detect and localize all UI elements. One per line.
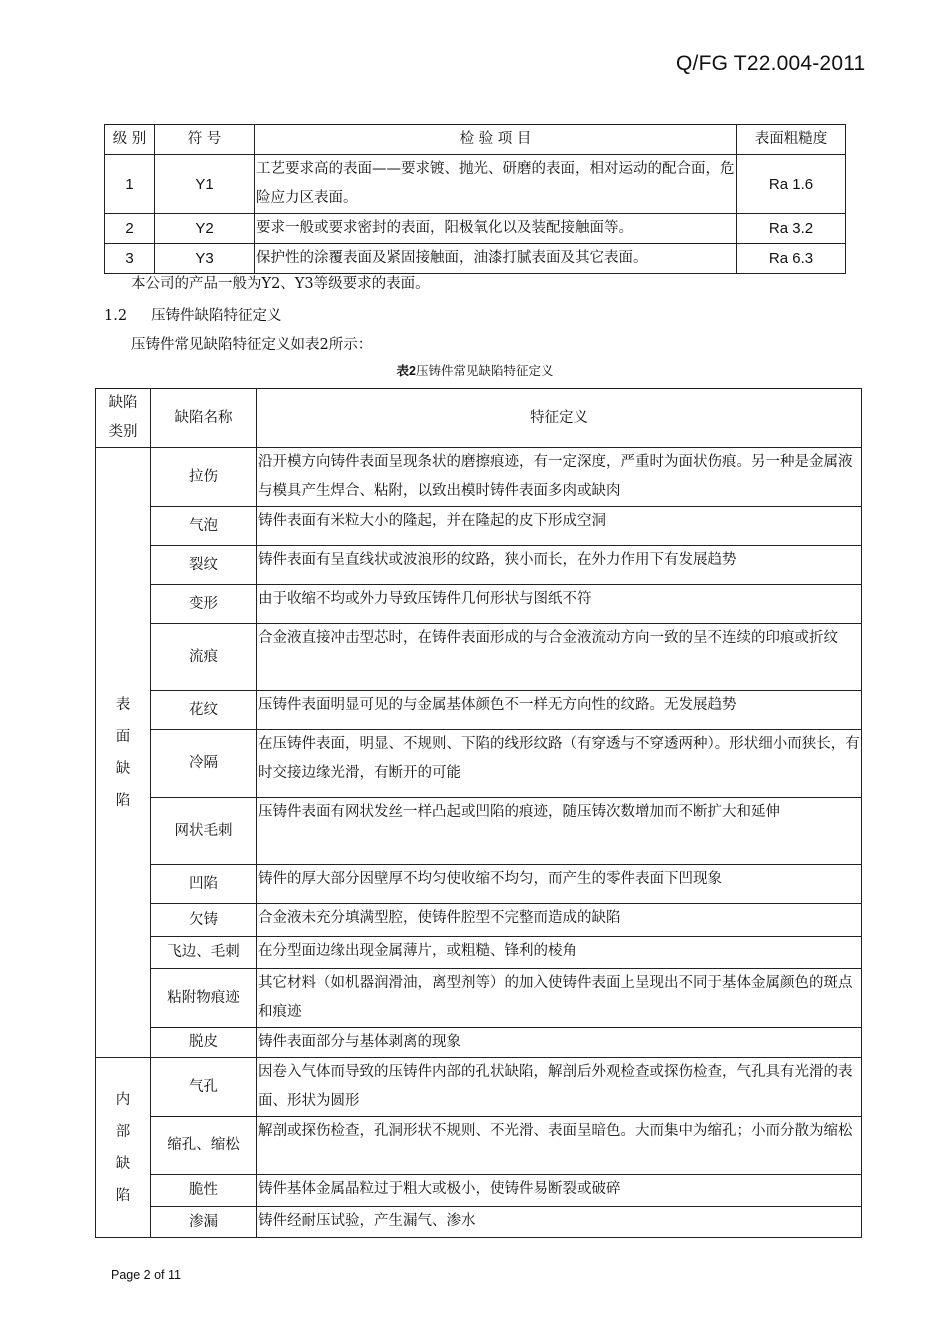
grade-cell: 2 [105,214,155,244]
table-row [96,507,862,546]
defect-category-cell [96,448,151,1058]
defect-definition-cell: 在分型面边缘出现金属薄片，或粗糙、锋利的棱角 [257,937,862,969]
defect-category-label: 内部缺陷 [115,1091,131,1204]
defect-definition-cell: 铸件经耐压试验，产生漏气、渗水 [257,1207,862,1238]
document-number: Q/FG T22.004-2011 [676,52,866,75]
defect-definition-cell: 铸件的厚大部分因壁厚不均匀使收缩不均匀，而产生的零件表面下凹现象 [257,865,862,904]
table-row [105,155,846,214]
defect-name-cell: 变形 [151,585,257,624]
table-row [96,969,862,1028]
defect-category-cell [96,1058,151,1238]
defect-definition-cell: 因卷入气体而导致的压铸件内部的孔状缺陷，解剖后外观检查或探伤检查，气孔具有光滑的表面、形状为圆形 [257,1058,862,1117]
defect-definition-cell: 铸件表面有米粒大小的隆起，并在隆起的皮下形成空洞 [257,507,862,546]
page-number: Page 2 of 11 [111,1268,181,1282]
table-header-row [105,125,846,155]
table-row [96,1207,862,1238]
header-cell: 级 别 [105,125,155,155]
symbol-cell: Y1 [155,155,255,214]
intro-text: 压铸件常见缺陷特征定义如表2所示： [131,337,373,353]
symbol-cell: Y2 [155,214,255,244]
defect-definition-table [95,388,862,1238]
defect-definition-cell: 在压铸件表面，明显、不规则、下陷的线形纹路（有穿透与不穿透两种）。形状细小而狭长，有时交接边缘光滑，有断开的可能 [257,730,862,798]
defect-name-cell: 拉伤 [151,448,257,507]
symbol-cell: Y3 [155,244,255,274]
defect-definition-cell: 合金液直接冲击型芯时，在铸件表面形成的与合金液流动方向一致的呈不连续的印痕或折纹 [257,624,862,691]
table-row [96,691,862,730]
defect-definition-cell: 铸件基体金属晶粒过于粗大或极小，使铸件易断裂或破碎 [257,1175,862,1207]
defect-name-cell: 渗漏 [151,1207,257,1238]
defect-name-cell: 网状毛刺 [151,798,257,865]
grade-cell: 1 [105,155,155,214]
defect-name-cell: 飞边、毛刺 [151,937,257,969]
table-row [96,865,862,904]
defect-name-cell: 脆性 [151,1175,257,1207]
defect-definition-cell: 解剖或探伤检查，孔洞形状不规则、不光滑、表面呈暗色。大而集中为缩孔；小而分散为缩松 [257,1117,862,1175]
caption-number: 表2 [396,364,416,378]
defect-definition-cell: 压铸件表面有网状发丝一样凸起或凹陷的痕迹，随压铸次数增加而不断扩大和延伸 [257,798,862,865]
table-row [96,937,862,969]
header-cell-name: 缺陷名称 [151,389,257,448]
table-row [105,214,846,244]
header-cell: 表面粗糙度 [737,125,846,155]
table-row [96,798,862,865]
item-cell: 要求一般或要求密封的表面，阳极氧化以及装配接触面等。 [255,214,737,244]
item-cell: 保护性的涂覆表面及紧固接触面，油漆打腻表面及其它表面。 [255,244,737,274]
defect-name-cell: 欠铸 [151,904,257,937]
defect-name-cell: 流痕 [151,624,257,691]
table-row [96,1175,862,1207]
section-heading [104,304,282,325]
header-cell: 检 验 项 目 [255,125,737,155]
header-cell-category: 缺陷类别 [96,389,151,448]
header-cell-definition: 特征定义 [257,389,862,448]
roughness-cell: Ra 3.2 [737,214,846,244]
defect-name-cell: 花纹 [151,691,257,730]
defect-definition-cell: 压铸件表面明显可见的与金属基体颜色不一样无方向性的纹路。无发展趋势 [257,691,862,730]
table-header-row [96,389,862,448]
table-row [96,624,862,691]
caption-text: 压铸件常见缺陷特征定义 [415,363,554,378]
table-row [96,730,862,798]
table-row [96,1117,862,1175]
defect-name-cell: 凹陷 [151,865,257,904]
defect-name-cell: 裂纹 [151,546,257,585]
surface-grade-table [104,124,846,274]
defect-name-cell: 粘附物痕迹 [151,969,257,1028]
grade-cell: 3 [105,244,155,274]
defect-name-cell: 气孔 [151,1058,257,1117]
defect-definition-cell: 合金液未充分填满型腔，使铸件腔型不完整而造成的缺陷 [257,904,862,937]
defect-definition-cell: 由于收缩不均或外力导致压铸件几何形状与图纸不符 [257,585,862,624]
defect-definition-cell: 铸件表面部分与基体剥离的现象 [257,1028,862,1058]
defect-definition-cell: 铸件表面有呈直线状或波浪形的纹路，狭小而长，在外力作用下有发展趋势 [257,546,862,585]
header-cell: 符 号 [155,125,255,155]
table-row [105,244,846,274]
section-title: 压铸件缺陷特征定义 [151,308,282,324]
table-row [96,1028,862,1058]
roughness-cell: Ra 6.3 [737,244,846,274]
table-row [96,585,862,624]
defect-name-cell: 缩孔、缩松 [151,1117,257,1175]
defect-definition-cell: 沿开模方向铸件表面呈现条状的磨擦痕迹，有一定深度，严重时为面状伤痕。另一种是金属液与模具产生焊合、粘附，以致出模时铸件表面多肉或缺肉 [257,448,862,507]
section-number: 1.2 [104,308,128,324]
table-row [96,546,862,585]
roughness-cell: Ra 1.6 [737,155,846,214]
defect-name-cell: 气泡 [151,507,257,546]
table-row [96,448,862,507]
note-text: 本公司的产品一般为Y2、Y3等级要求的表面。 [131,276,430,292]
item-cell: 工艺要求高的表面——要求镀、抛光、研磨的表面，相对运动的配合面，危险应力区表面。 [255,155,737,214]
defect-name-cell: 脱皮 [151,1028,257,1058]
defect-category-label: 表面缺陷 [115,696,131,809]
table-row [96,1058,862,1117]
defect-name-cell: 冷隔 [151,730,257,798]
table-row [96,904,862,937]
table-caption [0,361,950,379]
defect-definition-cell: 其它材料（如机器润滑油，离型剂等）的加入使铸件表面上呈现出不同于基体金属颜色的斑点和痕迹 [257,969,862,1028]
